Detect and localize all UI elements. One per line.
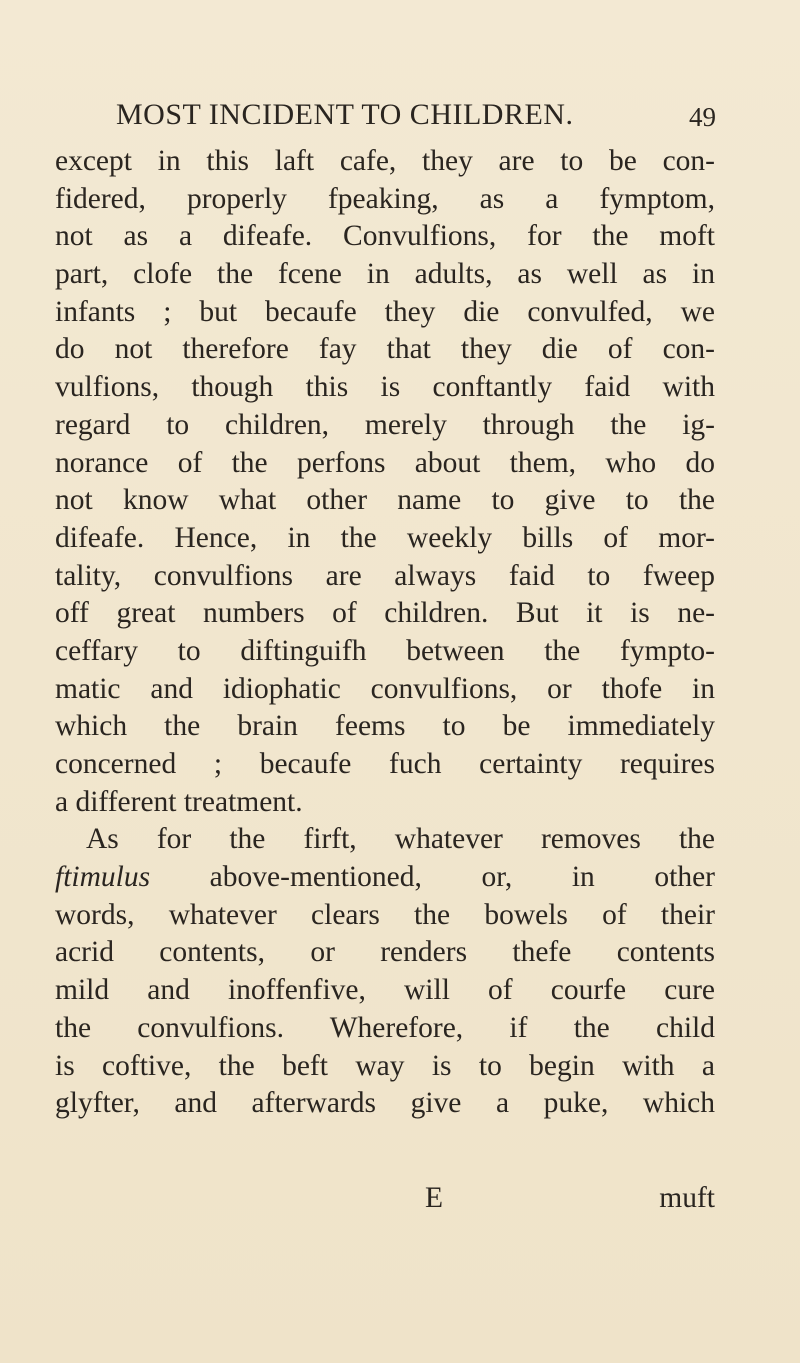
text-line: except in this laft cafe, they are to be con- bbox=[55, 145, 715, 177]
text-line: which the brain feems to be immediately bbox=[55, 710, 715, 743]
text-line: off great numbers of children. But it is ne- bbox=[55, 597, 715, 630]
body-text bbox=[55, 143, 715, 1123]
text-line: tality, convulfions are always faid to fweep bbox=[55, 559, 715, 592]
text-line: matic and idiophatic convulfions, or thofe in bbox=[55, 672, 715, 705]
page-footer bbox=[55, 1182, 715, 1222]
text-line: a different treatment. bbox=[55, 785, 303, 818]
text-line: infants ; but becaufe they die convulfed, we bbox=[55, 295, 715, 328]
text-line: not as a difeafe. Convulfions, for the moft bbox=[55, 220, 715, 253]
text-line: ceffary to diftinguifh between the fympto- bbox=[55, 634, 715, 667]
text-line: not know what other name to give to the bbox=[55, 484, 715, 517]
paragraph-start-line: As for the firft, whatever removes the bbox=[86, 823, 715, 856]
text-line: glyfter, and afterwards give a puke, which bbox=[55, 1087, 715, 1120]
text-line bbox=[55, 859, 715, 897]
text-line: part, clofe the fcene in adults, as well as in bbox=[55, 258, 715, 291]
signature-mark: E bbox=[425, 1182, 444, 1214]
text-line: regard to children, merely through the ig- bbox=[55, 408, 715, 441]
text-line: words, whatever clears the bowels of their bbox=[55, 898, 715, 931]
text-line: the convulfions. Wherefore, if the child bbox=[55, 1011, 715, 1044]
page-number: 49 bbox=[689, 102, 716, 132]
text-line: fidered, properly fpeaking, as a fymptom, bbox=[55, 182, 715, 215]
text-line: mild and inoffenfive, will of courfe cure bbox=[55, 974, 715, 1007]
running-head: MOST INCIDENT TO CHILDREN. bbox=[116, 98, 574, 131]
catchword: muft bbox=[659, 1182, 715, 1214]
text-line: do not therefore fay that they die of con- bbox=[55, 333, 715, 366]
text-line: difeafe. Hence, in the weekly bills of mor- bbox=[55, 521, 715, 554]
text-line: norance of the perfons about them, who do bbox=[55, 446, 715, 479]
text-line: vulfions, though this is conftantly faid with bbox=[55, 371, 715, 404]
page-header bbox=[116, 98, 716, 138]
text-line: is coftive, the beft way is to begin with a bbox=[55, 1049, 715, 1082]
text-line: acrid contents, or renders thefe contents bbox=[55, 936, 715, 969]
italic-word: ftimulus bbox=[55, 861, 151, 894]
text-segment: above-mentioned, or, in other bbox=[150, 861, 715, 894]
text-line: concerned ; becaufe fuch certainty requires bbox=[55, 748, 715, 780]
